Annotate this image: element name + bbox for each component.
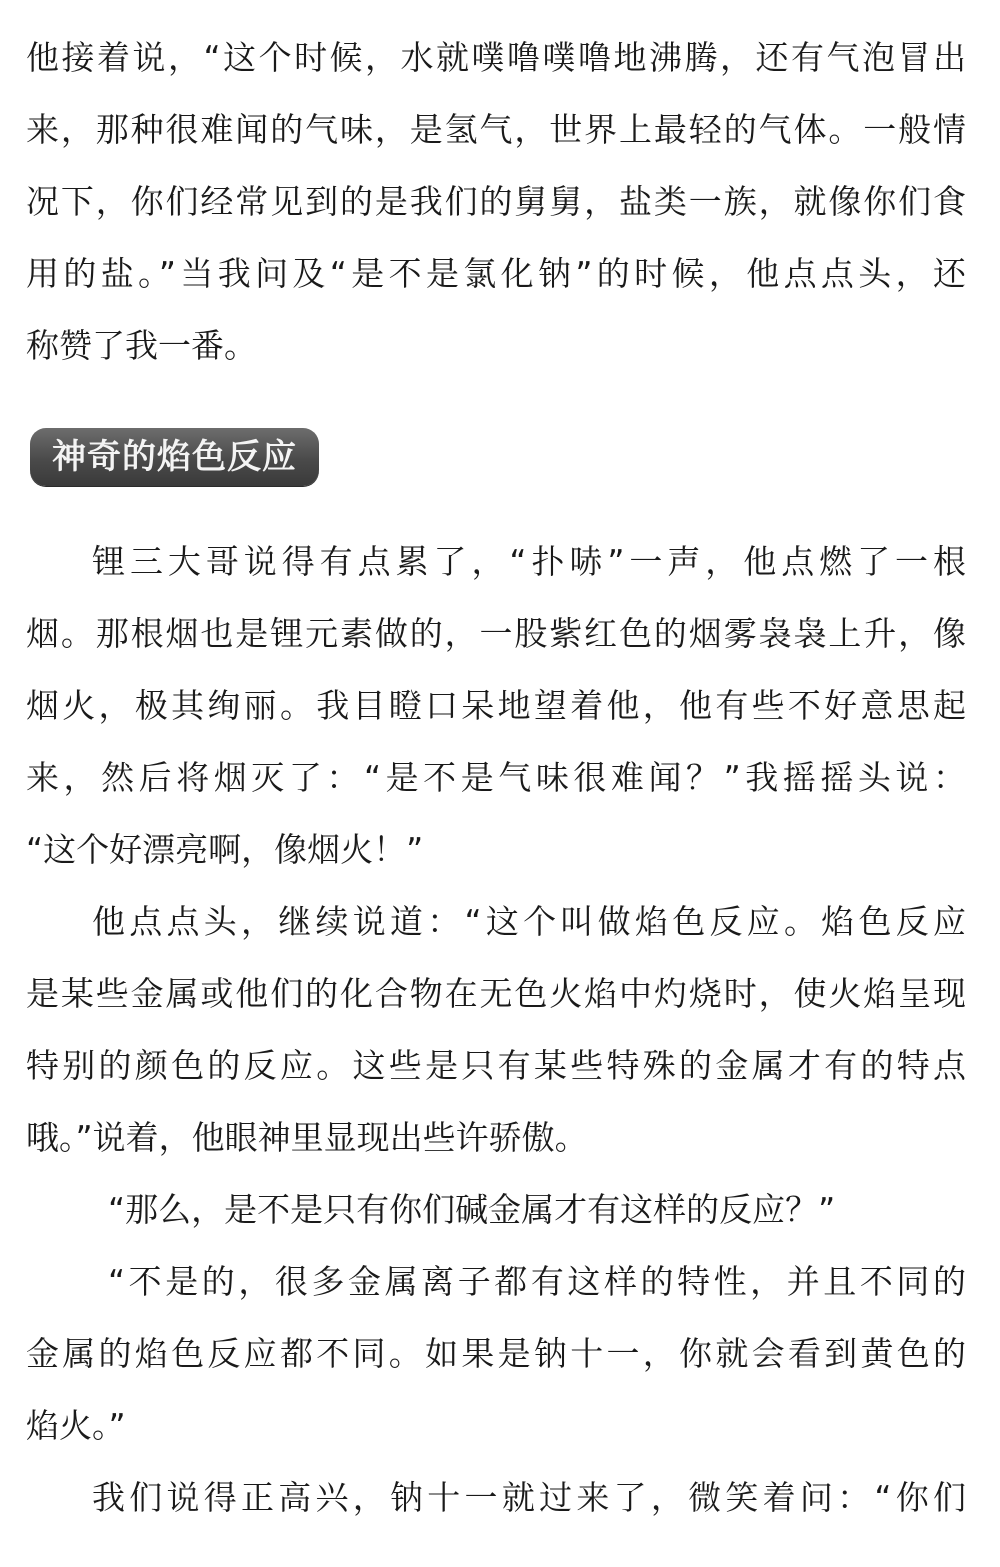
text-line: 锂三大哥说得有点累了，“扑哧”一声，他点燃了一根 xyxy=(92,542,966,581)
book-page xyxy=(26,22,966,1534)
text-line: 特别的颜色的反应。这些是只有某些特殊的金属才有的特点 xyxy=(26,1046,966,1085)
text-line: 烟火，极其绚丽。我目瞪口呆地望着他，他有些不好意思起 xyxy=(26,686,966,725)
paragraph-question xyxy=(26,1174,966,1246)
text-line: 烟。那根烟也是锂元素做的，一股紫红色的烟雾袅袅上升，像 xyxy=(26,614,966,653)
text-line: 况下，你们经常见到的是我们的舅舅，盐类一族，就像你们食 xyxy=(26,182,966,221)
paragraph-hydrogen xyxy=(26,22,966,382)
text-line: 是某些金属或他们的化合物在无色火焰中灼烧时，使火焰呈现 xyxy=(26,974,966,1013)
text-line: 他点点头，继续说道：“这个叫做焰色反应。焰色反应 xyxy=(92,902,966,941)
text-line: 用的盐。”当我问及“是不是氯化钠”的时候，他点点头，还 xyxy=(26,254,966,293)
text-line: 来，那种很难闻的气味，是氢气，世界上最轻的气体。一般情 xyxy=(26,110,966,149)
text-line: “不是的，很多金属离子都有这样的特性，并且不同的 xyxy=(108,1262,966,1301)
text-line: 称赞了我一番。 xyxy=(26,326,257,365)
paragraph-sodium-arrives xyxy=(26,1462,966,1534)
text-line: 金属的焰色反应都不同。如果是钠十一，你就会看到黄色的 xyxy=(26,1334,966,1373)
text-line: 来，然后将烟灭了：“是不是气味很难闻？”我摇摇头说： xyxy=(26,758,966,797)
text-line: 他接着说，“这个时候，水就噗噜噗噜地沸腾，还有气泡冒出 xyxy=(26,38,966,77)
text-line: “这个好漂亮啊，像烟火！” xyxy=(26,830,424,869)
paragraph-answer xyxy=(26,1246,966,1462)
text-line: 哦。”说着，他眼神里显现出些许骄傲。 xyxy=(26,1118,588,1157)
paragraph-flame-test xyxy=(26,886,966,1174)
text-line: “那么，是不是只有你们碱金属才有这样的反应？” xyxy=(108,1190,836,1229)
text-line: 我们说得正高兴，钠十一就过来了，微笑着问：“你们 xyxy=(92,1478,966,1517)
paragraph-lithium-smoke xyxy=(26,526,966,886)
section-heading: 神奇的焰色反应 xyxy=(30,428,319,486)
text-line: 焰火。” xyxy=(26,1406,126,1445)
